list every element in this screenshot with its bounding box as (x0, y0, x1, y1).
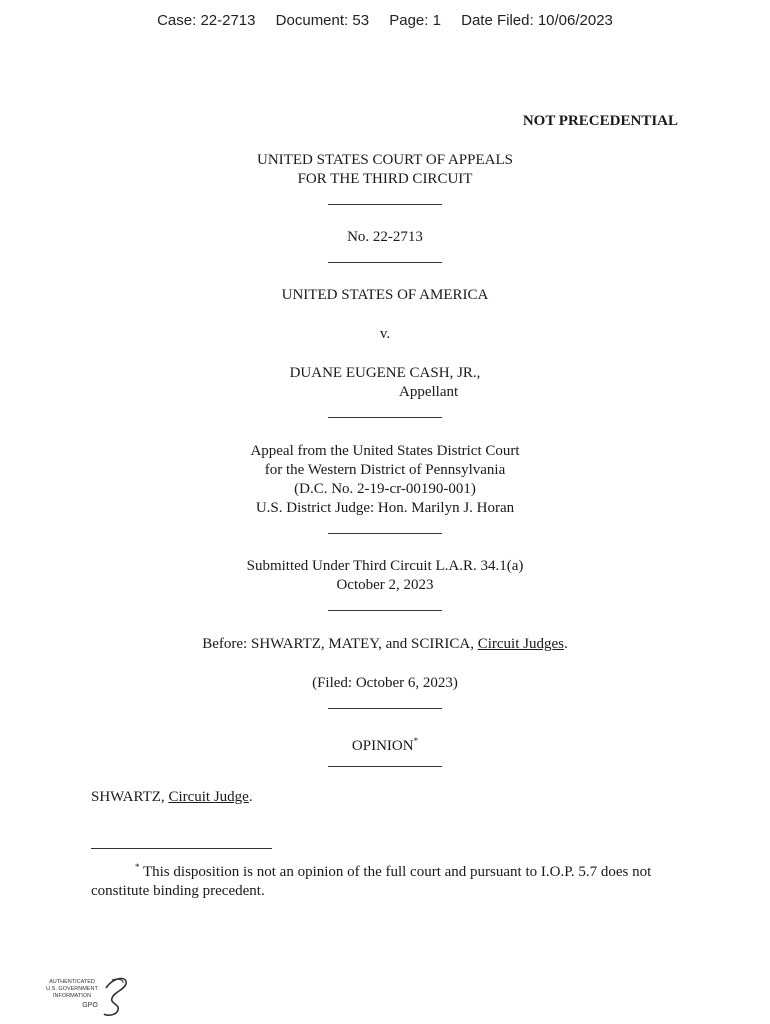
footnote-ref[interactable]: * (413, 736, 419, 746)
versus: v. (379, 326, 391, 342)
footnote (91, 858, 691, 901)
filed-date: (Filed: October 6, 2023) (312, 675, 458, 691)
divider (328, 262, 442, 263)
plaintiff-name: UNITED STATES OF AMERICA (281, 287, 489, 303)
gpo-authentication-seal (44, 974, 134, 1018)
authoring-judge: SHWARTZ, Circuit Judge. (91, 789, 253, 805)
appeal-line2: for the Western District of Pennsylvania (264, 462, 506, 478)
filing-header (0, 12, 770, 29)
divider (328, 708, 442, 709)
footnote-divider (91, 848, 272, 849)
precedential-status: NOT PRECEDENTIAL (522, 113, 678, 129)
divider (328, 204, 442, 205)
panel-judges: Before: SHWARTZ, MATEY, and SCIRICA, Circuit Judges. (202, 636, 568, 652)
footnote-marker: * (135, 862, 140, 872)
submission-date: October 2, 2023 (336, 577, 434, 593)
date-filed: Date Filed: 10/06/2023 (461, 12, 613, 29)
seal-line2: U.S. GOVERNMENT (46, 986, 98, 992)
divider (328, 417, 442, 418)
court-name-line1: UNITED STATES COURT OF APPEALS (257, 152, 513, 168)
district-docket: (D.C. No. 2-19-cr-00190-001) (294, 481, 476, 497)
circuit-judges-title: Circuit Judges (477, 636, 564, 652)
divider (328, 610, 442, 611)
appellant-role: Appellant (399, 384, 459, 400)
opinion-heading: OPINION* (351, 736, 419, 754)
seal-line1: AUTHENTICATED (49, 979, 95, 985)
seal-line3: INFORMATION (52, 993, 92, 999)
defendant-name: DUANE EUGENE CASH, JR., (289, 365, 481, 381)
divider (328, 533, 442, 534)
submission-rule: Submitted Under Third Circuit L.A.R. 34.1(a) (246, 558, 524, 574)
appeal-line1: Appeal from the United States District Court (250, 443, 520, 459)
district-judge: U.S. District Judge: Hon. Marilyn J. Horan (255, 500, 515, 516)
seal-line4: GPO (82, 1002, 98, 1009)
circuit-judge-title: Circuit Judge (168, 789, 249, 805)
court-name-line2: FOR THE THIRD CIRCUIT (297, 171, 473, 187)
document-number: Document: 53 (275, 12, 370, 29)
case-number: Case: 22-2713 (157, 12, 256, 29)
page-number: Page: 1 (389, 12, 441, 29)
docket-number: No. 22-2713 (347, 229, 423, 245)
divider (328, 766, 442, 767)
footnote-text: This disposition is not an opinion of the full court and pursuant to I.O.P. 5.7 does not constitute binding precedent. (91, 864, 652, 899)
